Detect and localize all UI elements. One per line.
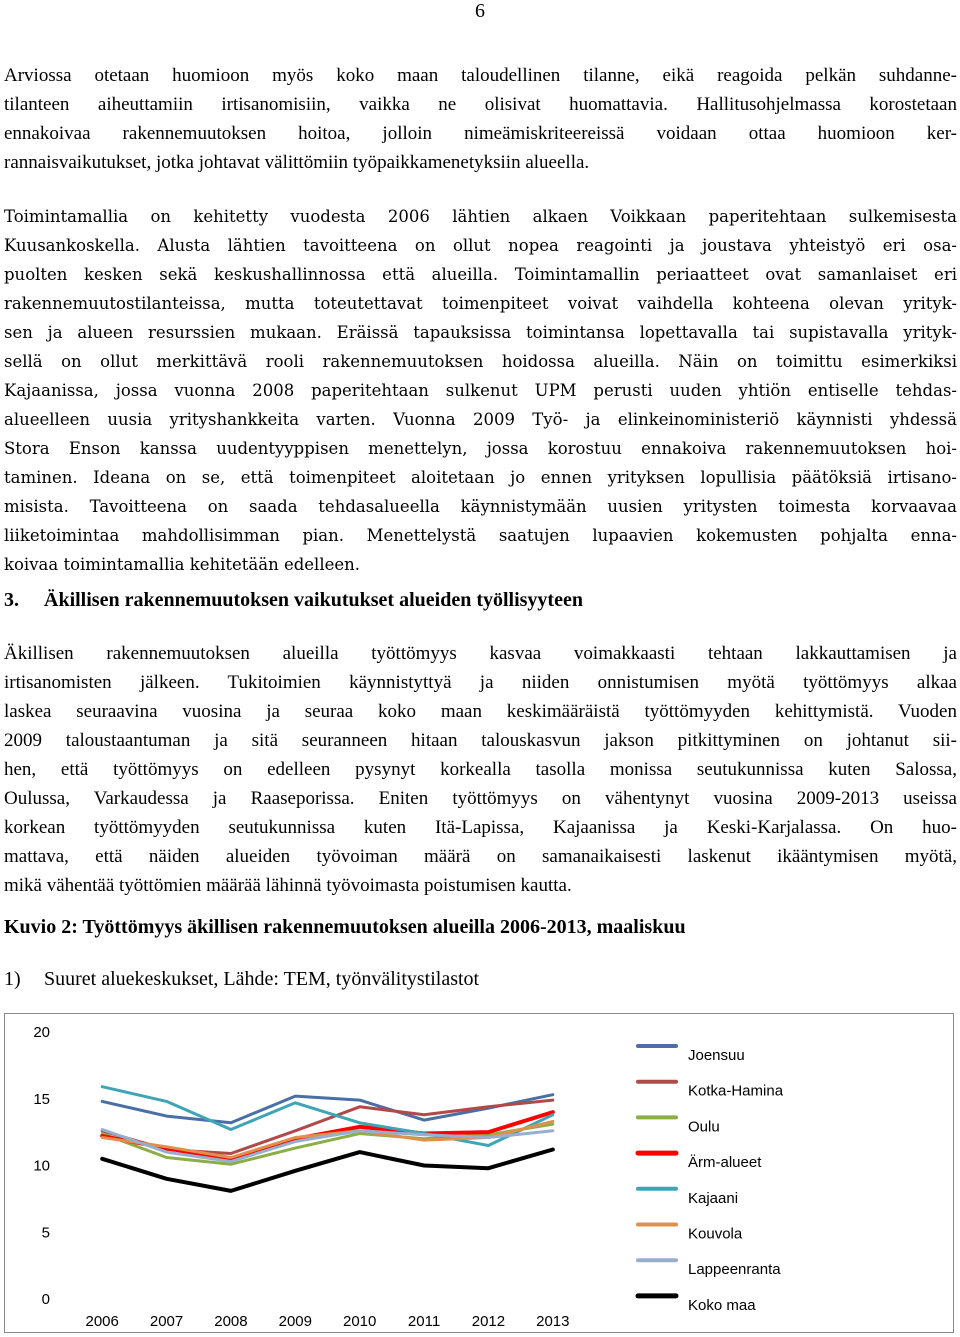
paragraph-line: Oulussa, Varkaudessa ja Raaseporissa. Eniten työttömyys on vähentynyt vuosina 2009-2013 useissa <box>4 788 957 809</box>
paragraph-line: Arviossa otetaan huomioon myös koko maan taloudellinen tilanne, eikä reagoida pelkän suhdanne- <box>4 65 957 86</box>
x-tick-label: 2013 <box>536 1313 570 1330</box>
legend-label: Kotka-Hamina <box>688 1082 784 1100</box>
paragraph-3 <box>4 639 957 900</box>
figure-subcaption <box>4 965 479 993</box>
paragraph-line: koivaa toimintamallia kehitetään edelleen. <box>4 555 360 574</box>
legend-label: Kajaani <box>688 1189 739 1207</box>
paragraph-line: Kajaanissa, jossa vuonna 2008 paperitehtaan sulkenut UPM perusti uuden yhtiön entiselle tehdas- <box>4 381 957 400</box>
figure-caption: Kuvio 2: Työttömyys äkillisen rakennemuutoksen alueilla 2006-2013, maaliskuu <box>4 916 686 938</box>
paragraph-line: sellä on ollut merkittävä rooli rakennemuutoksen hoidossa alueilla. Näin on toimittu esimerkiksi <box>4 352 957 371</box>
section-title: Äkillisen rakennemuutoksen vaikutukset alueiden työllisyyteen <box>44 589 583 611</box>
x-tick-label: 2012 <box>471 1313 506 1330</box>
subcaption-text: Suuret aluekeskukset, Lähde: TEM, työnvälitystilastot <box>44 968 480 990</box>
paragraph-line: misista. Tavoitteena on saada tehdasalueella käynnistymään uusien yritysten toimesta korvaavaa <box>4 497 957 516</box>
paragraph-line: mikä vähentää työttömien määrää lähinnä työvoimasta poistumisen kautta. <box>4 875 572 896</box>
x-tick-label: 2006 <box>85 1313 119 1330</box>
x-tick-label: 2009 <box>278 1313 312 1330</box>
legend-label: Joensuu <box>688 1047 745 1064</box>
paragraph-line: sen ja alueen resurssien mukaan. Eräissä tapauksissa toimintansa lopettavalla tai supistavalla yrityk- <box>4 323 957 342</box>
chart-canvas <box>5 1014 953 1332</box>
unemployment-chart <box>4 1013 954 1333</box>
paragraph-line: laskea seuraavina vuosina ja seuraa koko maan keskimääräistä työttömyyden kehittymistä. Vuoden <box>4 701 957 722</box>
paragraph-line: rakennemuutostilanteissa, mutta toteutettavat toimenpiteet voivat vaihdella kohteena olevan yrityk- <box>4 294 957 313</box>
section-heading <box>4 586 583 614</box>
paragraph-line: ennakoivaa rakennemuutoksen hoitoa, jolloin nimeämiskriteereissä voidaan ottaa huomioon ker- <box>4 123 957 144</box>
paragraph-line: Kuusankoskella. Alusta lähtien tavoitteena on ollut nopea reagointi ja joustava yhteistyö eri osa- <box>4 236 957 255</box>
paragraph-line: korkean työttömyyden seutukunnissa kuten Itä-Lapissa, Kajaanissa ja Keski-Karjalassa. On huo- <box>4 817 957 838</box>
paragraph-line: Äkillisen rakennemuutoksen alueilla työttömyys kasvaa voimakkaasti tehtaan lakkauttamisen ja <box>4 643 957 664</box>
y-tick-label: 10 <box>33 1157 50 1175</box>
paragraph-line: Toimintamallia on kehitetty vuodesta 2006 lähtien alkaen Voikkaan paperitehtaan sulkemisesta <box>4 207 957 226</box>
legend-label: Kouvola <box>688 1225 743 1243</box>
legend-label: Oulu <box>688 1118 720 1136</box>
series-line-koko-maa <box>102 1150 553 1191</box>
paragraph-2 <box>4 202 957 579</box>
y-tick-label: 15 <box>33 1090 50 1108</box>
paragraph-line: mattava, että näiden alueiden työvoiman määrä on samanaikaisesti laskenut ikääntymisen myötä, <box>4 846 957 867</box>
paragraph-line: rannaisvaikutukset, jotka johtavat välittömiin työpaikkamenetyksiin alueella. <box>4 152 590 173</box>
paragraph-line: puolten kesken sekä keskushallinnossa että alueilla. Toimintamallin periaatteet ovat samanlaiset eri <box>4 265 957 284</box>
paragraph-line: irtisanomisten jälkeen. Tukitoimien käynnistyttyä ja niiden onnistumisen myötä työttömyys alkaa <box>4 672 957 693</box>
paragraph-line: tilanteen aiheuttamiin irtisanomisiin, vaikka ne olisivat huomattavia. Hallitusohjelmassa korostetaan <box>4 94 957 115</box>
x-tick-label: 2011 <box>407 1313 441 1330</box>
y-tick-label: 20 <box>33 1024 50 1041</box>
y-tick-label: 0 <box>41 1291 50 1308</box>
subcaption-number: 1) <box>4 968 21 990</box>
legend-label: Koko maa <box>688 1296 756 1314</box>
x-tick-label: 2007 <box>149 1313 184 1330</box>
paragraph-1 <box>4 61 957 177</box>
paragraph-line: taminen. Ideana on se, että toimenpiteet aloitetaan jo ennen yrityksen lopullisia päätöksiä irtisano- <box>4 468 957 487</box>
section-number: 3. <box>4 589 19 611</box>
paragraph-line: hen, että työttömyys on edelleen pysynyt korkealla tasolla monissa seutukunnissa kuten Salossa, <box>4 759 957 780</box>
paragraph-line: alueelleen uusia yrityshankkeita varten. Vuonna 2009 Työ- ja elinkeinoministeriö käynnisti yhdessä <box>4 410 957 429</box>
y-tick-label: 5 <box>41 1224 50 1242</box>
x-tick-label: 2008 <box>214 1313 248 1330</box>
legend-label: Lappeenranta <box>688 1261 781 1279</box>
x-tick-label: 2010 <box>343 1313 377 1330</box>
legend-label: Ärm-alueet <box>688 1154 762 1172</box>
paragraph-line: Stora Enson kanssa uudentyyppisen menettelyn, jossa korostuu ennakoiva rakennemuutoksen hoi- <box>4 439 957 458</box>
paragraph-line: 2009 taloustaantuman ja sitä seuranneen hitaan talouskasvun jakson pitkittyminen on johtanut sii- <box>4 730 957 751</box>
paragraph-line: liiketoimintaa mahdollisimman pian. Menettelystä saatujen lupaavien kokemusten pohjalta enna- <box>4 526 957 545</box>
page-number: 6 <box>475 0 485 22</box>
